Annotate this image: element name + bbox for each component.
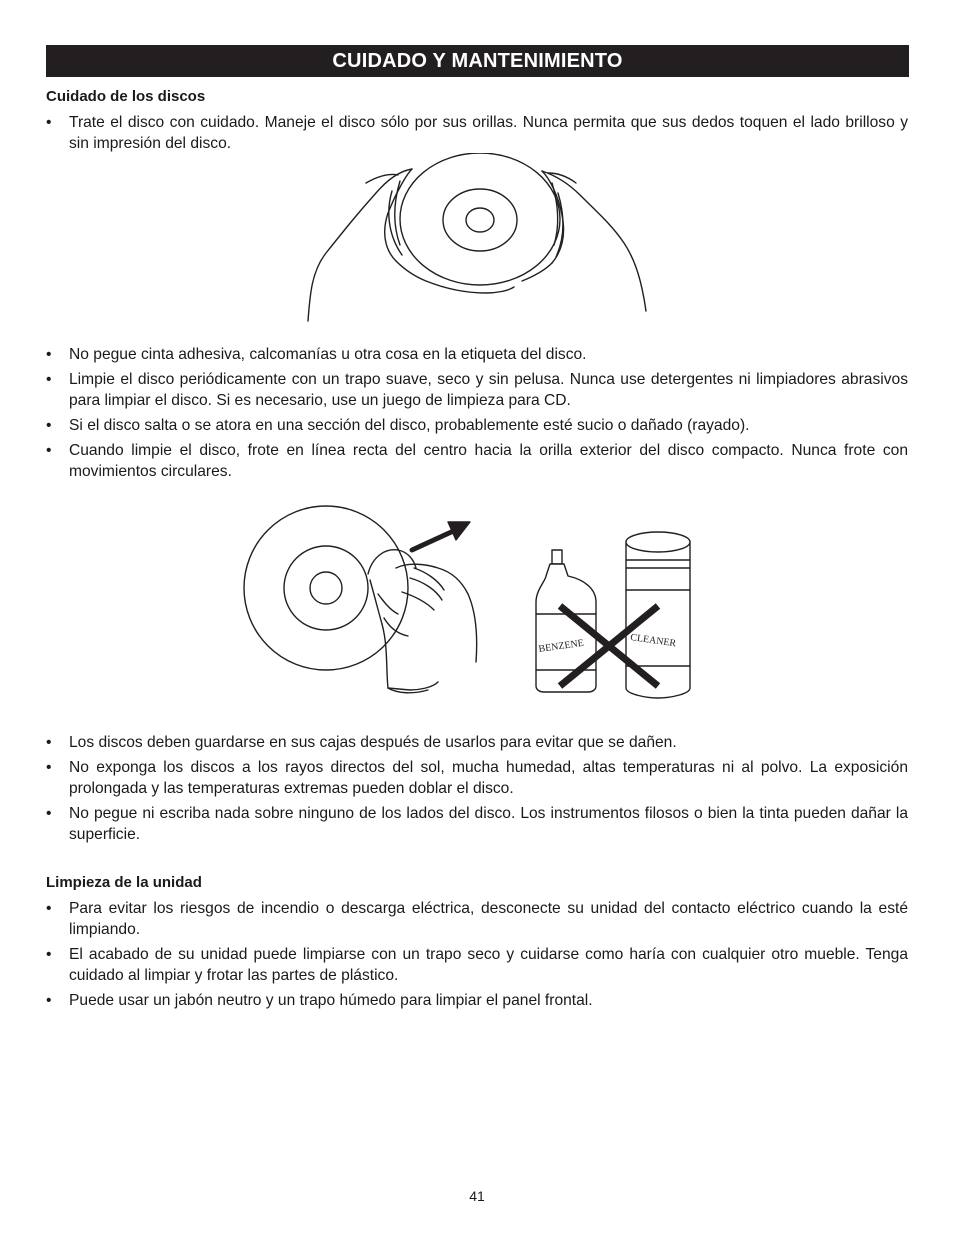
unit-cleaning-heading: Limpieza de la unidad [46,874,202,891]
list-item: • Cuando limpie el disco, frote en línea recta del centro hacia la orilla exterior del disco compacto. Nunca frote con movimientos circulares. [46,440,908,482]
list-item: • Trate el disco con cuidado. Maneje el disco sólo por sus orillas. Nunca permita que sus dedos toquen el lado brilloso y sin impresión del disco. [46,112,908,154]
disc-care-heading: Cuidado de los discos [46,88,206,105]
disc-icon [400,153,560,285]
list-item: • El acabado de su unidad puede limpiarse con un trapo seco y cuidarse como haría con cualquier otro mueble. Tenga cuidado al limpiar y frotar las partes de plástico. [46,944,908,986]
disc-care-list-a [46,112,908,158]
list-item: • No exponga los discos a los rayos directos del sol, mucha humedad, altas temperaturas ni al polvo. La exposición prolongada y las temperaturas extremas pueden doblar el disco. [46,757,908,799]
list-item: • Si el disco salta o se atora en una sección del disco, probablemente esté sucio o dañado (rayado). [46,415,908,436]
disc-cleaning-illustration [238,494,696,706]
disc-care-list-c [46,732,908,849]
arrow-up-right-icon [412,522,470,550]
cleaner-label: CLEANER [629,632,677,650]
list-item: • Puede usar un jabón neutro y un trapo húmedo para limpiar el panel frontal. [46,990,908,1011]
disc-care-list-b [46,344,908,486]
benzene-label: BENZENE [537,637,585,655]
list-item: • Para evitar los riesgos de incendio o descarga eléctrica, desconecte su unidad del contacto eléctrico cuando la esté limpiando. [46,898,908,940]
cleaner-can-icon [626,532,690,698]
unit-cleaning-list [46,898,908,1015]
list-item: • No pegue cinta adhesiva, calcomanías u otra cosa en la etiqueta del disco. [46,344,908,365]
list-item: • Limpie el disco periódicamente con un trapo suave, seco y sin pelusa. Nunca use detergentes ni limpiadores abrasivos para limpiar el disco. Si es necesario, use un juego de limpieza para CD. [46,369,908,411]
disc-icon [244,506,408,670]
page-number: 41 [469,1188,485,1204]
list-item: • No pegue ni escriba nada sobre ninguno de los lados del disco. Los instrumentos filosos o bien la tinta pueden dañar la superficie. [46,803,908,845]
page-title: CUIDADO Y MANTENIMIENTO [46,45,909,77]
benzene-bottle-icon [536,550,596,692]
hands-holding-disc-illustration [296,153,652,329]
list-item: • Los discos deben guardarse en sus cajas después de usarlos para evitar que se dañen. [46,732,908,753]
